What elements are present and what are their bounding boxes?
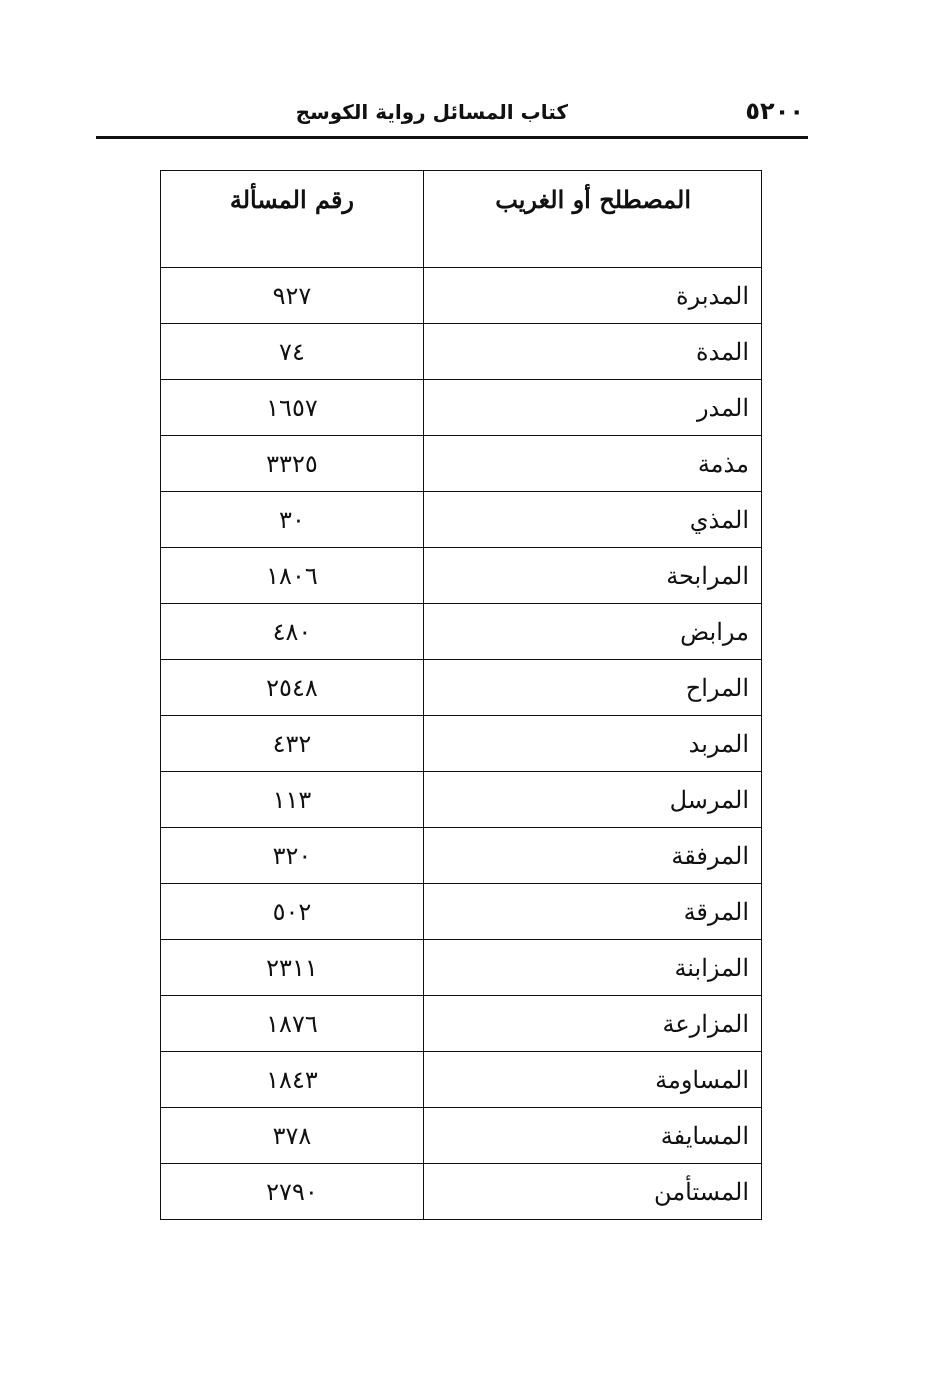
term-cell: المرابحة — [423, 548, 761, 604]
term-cell: المستأمن — [423, 1164, 761, 1220]
table-row — [161, 660, 762, 716]
term-cell: المساومة — [423, 1052, 761, 1108]
term-cell: المربد — [423, 716, 761, 772]
issue-number-cell: ٤٨٠ — [161, 604, 424, 660]
term-cell: المرسل — [423, 772, 761, 828]
terms-index-table — [160, 170, 762, 1220]
table-row — [161, 604, 762, 660]
table-row — [161, 436, 762, 492]
page-number: ٥٢٠٠ — [745, 97, 804, 125]
issue-number-cell: ٣٢٠ — [161, 828, 424, 884]
term-cell: المزابنة — [423, 940, 761, 996]
table-row — [161, 268, 762, 324]
term-cell: المراح — [423, 660, 761, 716]
issue-number-cell: ٣٣٢٥ — [161, 436, 424, 492]
table-row — [161, 716, 762, 772]
book-title: كتاب المسائل رواية الكوسج — [295, 100, 568, 124]
table-row — [161, 492, 762, 548]
term-cell: المدبرة — [423, 268, 761, 324]
table-row — [161, 1052, 762, 1108]
term-cell: المرفقة — [423, 828, 761, 884]
issue-number-cell: ١٨٠٦ — [161, 548, 424, 604]
issue-number-cell: ٧٤ — [161, 324, 424, 380]
term-cell: المزارعة — [423, 996, 761, 1052]
table-row — [161, 996, 762, 1052]
term-cell: المسايفة — [423, 1108, 761, 1164]
issue-number-cell: ١٨٧٦ — [161, 996, 424, 1052]
table-row — [161, 380, 762, 436]
table-row — [161, 884, 762, 940]
page-header — [96, 92, 808, 139]
issue-number-cell: ٢٧٩٠ — [161, 1164, 424, 1220]
term-cell: المدة — [423, 324, 761, 380]
column-header-term: المصطلح أو الغريب — [423, 171, 761, 268]
term-cell: المدر — [423, 380, 761, 436]
column-header-number: رقم المسألة — [161, 171, 424, 268]
issue-number-cell: ١٨٤٣ — [161, 1052, 424, 1108]
term-cell: مذمة — [423, 436, 761, 492]
table-body — [161, 268, 762, 1220]
term-cell: المرقة — [423, 884, 761, 940]
table-row — [161, 1164, 762, 1220]
issue-number-cell: ٥٠٢ — [161, 884, 424, 940]
issue-number-cell: ٣٠ — [161, 492, 424, 548]
issue-number-cell: ٩٢٧ — [161, 268, 424, 324]
issue-number-cell: ٢٣١١ — [161, 940, 424, 996]
issue-number-cell: ٣٧٨ — [161, 1108, 424, 1164]
term-cell: مرابض — [423, 604, 761, 660]
table-row — [161, 548, 762, 604]
table-row — [161, 772, 762, 828]
issue-number-cell: ٤٣٢ — [161, 716, 424, 772]
table-header-row — [161, 171, 762, 268]
issue-number-cell: ٢٥٤٨ — [161, 660, 424, 716]
issue-number-cell: ١١٣ — [161, 772, 424, 828]
table-row — [161, 324, 762, 380]
term-cell: المذي — [423, 492, 761, 548]
issue-number-cell: ١٦٥٧ — [161, 380, 424, 436]
table-row — [161, 828, 762, 884]
table-row — [161, 1108, 762, 1164]
table-row — [161, 940, 762, 996]
